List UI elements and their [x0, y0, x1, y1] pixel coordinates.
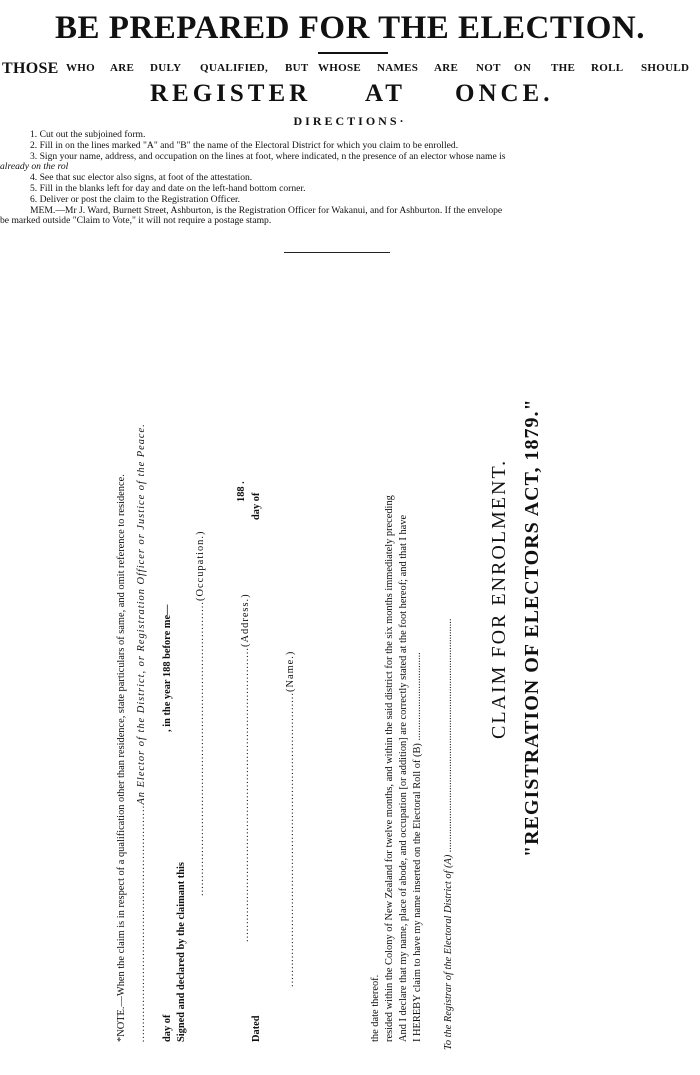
- subline-word: QUALIFIED,: [200, 62, 269, 74]
- claim-line: the date thereof.: [370, 974, 381, 1042]
- subline-word: BUT: [285, 62, 309, 74]
- subline-word: ROLL: [591, 62, 624, 74]
- register-word: AT: [365, 80, 406, 107]
- directions-list: [0, 130, 700, 227]
- footnote: *NOTE.—When the claim is in respect of a qualification other than residence, state particulars of same, and omit reference to residence.: [116, 474, 127, 1042]
- direction-item: 6. Deliver or post the claim to the Registration Officer.: [30, 193, 241, 205]
- direction-item: be marked outside "Claim to Vote," it will not require a postage stamp.: [0, 215, 272, 227]
- headline: BE PREPARED FOR THE ELECTION.: [55, 10, 645, 46]
- claim-line: And I declare that my name, place of abode, and occupation [or addition] are correctly stated at the foot hereof; and that I have: [398, 514, 409, 1042]
- day-of-label: day of: [251, 492, 262, 520]
- separator-rule: [284, 252, 390, 253]
- claim-line: I HEREBY claim to have my name inserted on the Electoral Roll of (B) ..................................: [412, 652, 423, 1042]
- subline-word: ARE: [110, 62, 135, 74]
- subline-word: WHOSE: [318, 62, 362, 74]
- direction-item: 3. Sign your name, address, and occupation on the lines at foot, where indicated, n the presence of an elector whose name is: [30, 150, 506, 162]
- signed-label: Signed and declared by the claimant this: [176, 862, 187, 1042]
- claim-form: [88, 312, 543, 1050]
- day-of-label-2: day of: [162, 1014, 173, 1042]
- direction-item: MEM.—Mr J. Ward, Burnett Street, Ashburton, is the Registration Officer for Wakanui, and for Ashburton. If the envelope: [30, 204, 503, 216]
- witness-line: ..................................................................An Elector of the District, or Registration Officer or Justice of the Peace.: [136, 423, 147, 1042]
- subline-word: WHO: [66, 62, 96, 74]
- directions-heading: DIRECTIONS·: [293, 114, 407, 128]
- subline-word: THE: [551, 62, 576, 74]
- form-title: "REGISTRATION OF ELECTORS ACT, 1879.": [521, 398, 543, 857]
- address-line: ..................................................................................(Address.): [240, 593, 251, 942]
- subline-word: ON: [514, 62, 532, 74]
- dated-label: Dated: [251, 1015, 262, 1042]
- subline-word: NAMES: [377, 62, 419, 74]
- subline-word: ARE: [434, 62, 459, 74]
- subline-word: NOT: [476, 62, 501, 74]
- occupation-line: ..................................................................................(Occupation.): [195, 530, 206, 896]
- subline-word: THOSE: [2, 60, 59, 77]
- subline-word: DULY: [150, 62, 182, 74]
- direction-item: 1. Cut out the subjoined form.: [30, 129, 146, 140]
- register-word: REGISTER: [150, 80, 312, 107]
- claim-line: resided within the Colony of New Zealand for twelve months, and within the said district for the six months immediately preceding: [384, 495, 395, 1042]
- direction-item: 5. Fill in the blanks left for day and date on the left-hand bottom corner.: [30, 182, 306, 194]
- form-subtitle: CLAIM FOR ENROLMENT.: [488, 458, 510, 739]
- year-label-2: , in the year 188 before me—: [162, 604, 173, 732]
- subline-word: SHOULD: [641, 62, 690, 74]
- direction-item: 4. See that suc elector also signs, at foot of the attestation.: [30, 172, 253, 184]
- year-label: 188 .: [236, 481, 247, 502]
- to-registrar-line: To the Registrar of the Electoral District of (A) ..........................................................................................: [443, 618, 454, 1050]
- register-word: ONCE.: [455, 80, 554, 107]
- direction-item: already on the rol: [0, 161, 69, 173]
- headline-rule: [318, 52, 388, 54]
- name-line: ..................................................................................(Name.): [285, 650, 296, 987]
- direction-item: 2. Fill in on the lines marked "A" and "B" the name of the Electoral District for which you claim to be enrolled.: [30, 139, 459, 151]
